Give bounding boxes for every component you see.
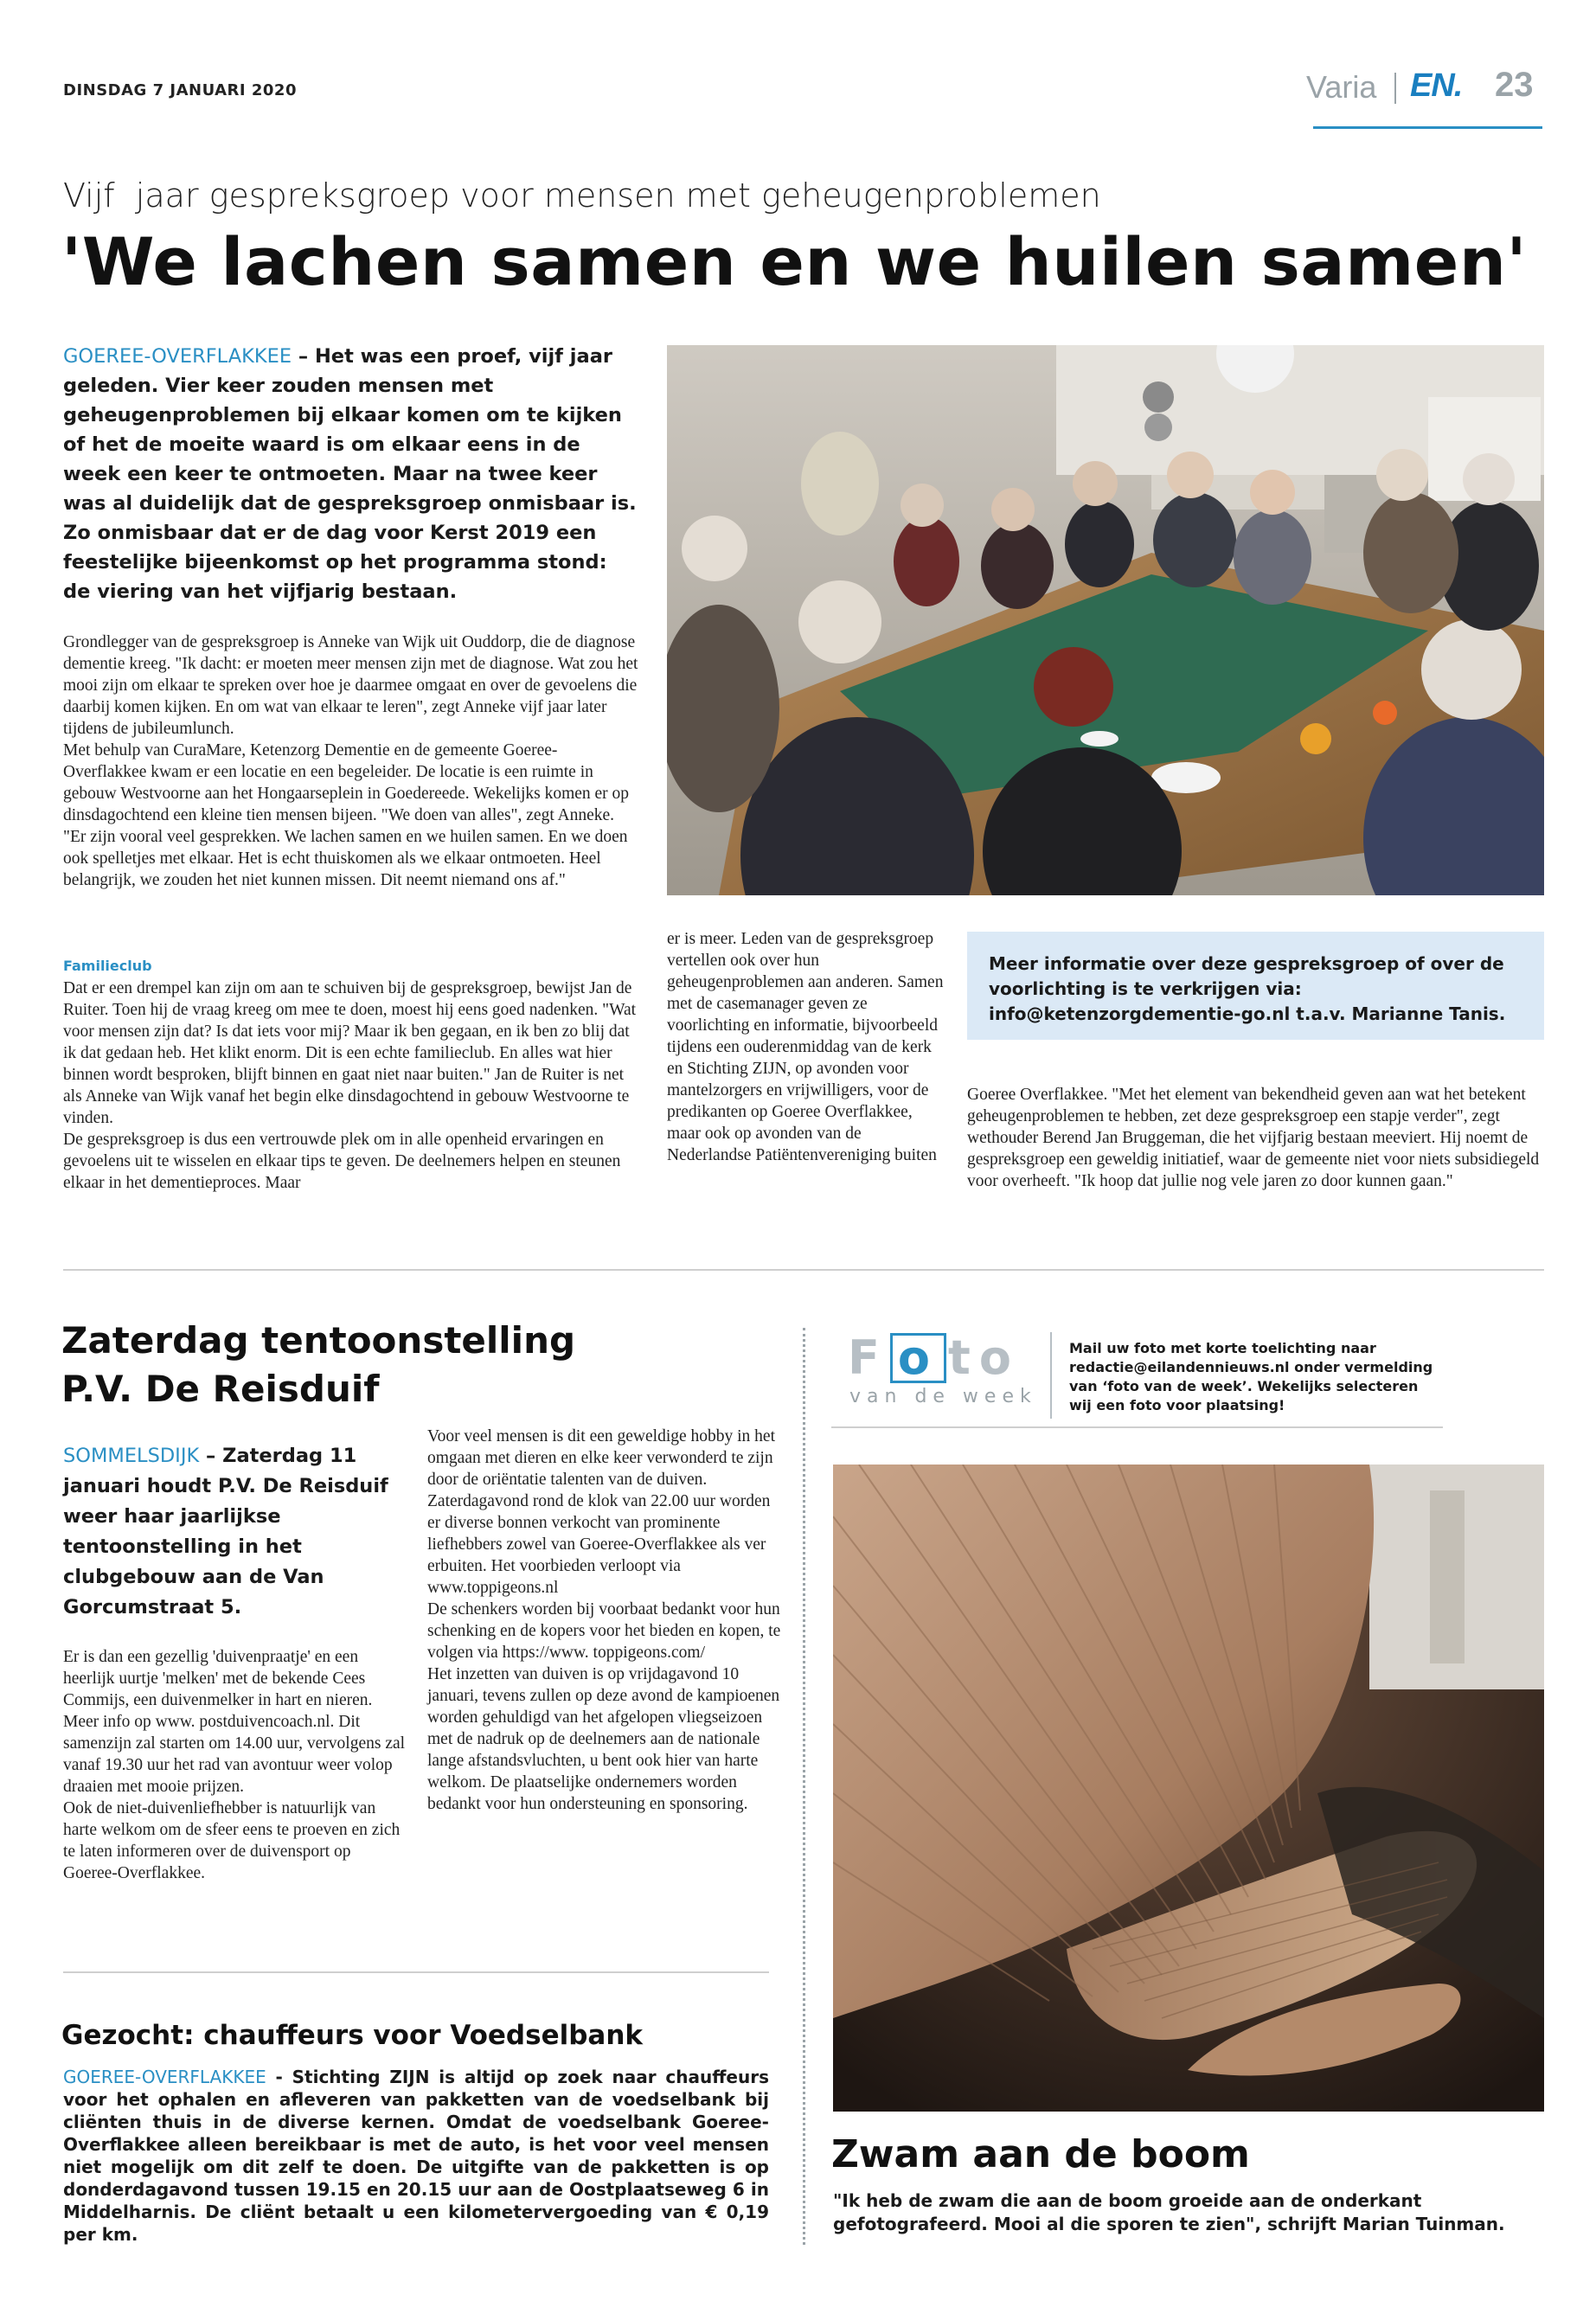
exhibition-body-2 bbox=[427, 1426, 782, 1815]
paragraph: Zaterdagavond rond de klok van 22.00 uur worden er diverse bonnen verkocht van prominente liefhebbers zowel van Goeree-Overflakkee als ver erbuiten. Het voorbieden verloopt via www.toppigeons.nl bbox=[427, 1492, 771, 1597]
exhibition-lead bbox=[63, 1441, 392, 1623]
photo-of-week-note: Mail uw foto met korte toelichting naar redactie@eilandennieuws.nl onder vermelding van ‘foto van de week’. Wekelijks selecteren wij een foto voor plaatsing! bbox=[1069, 1340, 1433, 1413]
lead-place: GOEREE-OVERFLAKKEE bbox=[63, 345, 292, 368]
article-headline: 'We lachen samen en we huilen samen' bbox=[61, 223, 1528, 300]
photo-of-week-caption: "Ik heb de zwam die aan de boom groeide aan de onderkant gefotografeerd. Mooi al die sporen te zien", schrijft Marian Tuinman. bbox=[833, 2190, 1505, 2234]
foodbank-body bbox=[63, 2066, 769, 2246]
paragraph: Er is dan een gezellig 'duivenpraatje' en een heerlijk uurtje 'melken' met de bekende Cees Commijs, een duivenmelker in hart en nieren. Meer info op www. postduivencoach.nl. Dit samenzijn zal starten om 14.00 uur, vervolgens zal vanaf 19.30 uur het rad van avontuur weer volop draaien met mooie prijzen. bbox=[63, 1648, 406, 1796]
paragraph: Dat er een drempel kan zijn om aan te schuiven bij de gespreksgroep, bewijst Jan de Ruiter. Toen hij de vraag kreeg om mee te doen, moest hij eens goed nadenken. "Wat voor mensen zijn dat? Is dat iets voor mij? Maar ik ben gegaan, en ik ben zo blij dat ik dat gedaan heb. Het klikt enorm. Dit is een echte familieclub. En alles wat hier binnen wordt besproken, blijft binnen en gaat niet naar buiten." Jan de Ruiter is net als Anneke van Wijk vanaf het begin elke dinsdagochtend in gebouw Westvoorne te vinden. bbox=[63, 979, 637, 1127]
paragraph: Met behulp van CuraMare, Ketenzorg Dementie en de gemeente Goeree-Overflakkee kwam er een locatie en een begeleider. De locatie is een ruimte in gebouw Westvoorne aan het Hongaarseplein in Goedereede. Wekelijks komen er op dinsdagochtend een kleine tien mensen bijeen. "We doen van alles", zegt Anneke. "Er zijn vooral veel gesprekken. We lachen samen en we huilen samen. En we doen ook spelletjes met elkaar. Het is echt thuiskomen als we elkaar ontmoeten. Heel belangrijk, we zouden het niet kunnen missen. Dit neemt niemand ons af." bbox=[63, 741, 630, 889]
exhibition-lead-place: SOMMELSDIJK bbox=[63, 1445, 200, 1467]
foodbank-text: - Stichting ZIJN is altijd op zoek naar chauffeurs voor het ophalen en afleveren van pakketten van de voedselbank bij cliënten thuis in de diverse kernen. Omdat de voedselbank Goeree-Overflakkee alleen bereikbaar is met de auto, is het voor veel mensen niet mogelijk om dit zelf te doen. De uitgifte van de pakketten is op donderdagavond tussen 19.15 en 20.15 uur aan de Oostplaatseweg 6 in Middelharnis. De cliënt betaalt u een kilometervergoeding van € 0,19 per km. bbox=[63, 2067, 769, 2245]
paragraph: Grondlegger van de gespreksgroep is Anneke van Wijk uit Ouddorp, die de diagnose dementie kreeg. "Ik dacht: er moeten meer mensen zijn met de diagnose. Wat zou het mooi zijn om elkaar te spreken over hoe je daarmee omgaat en over de gevoelens die daarbij komen kijken. En om wat van elkaar te leren", zegt Anneke vijf jaar later tijdens de jubileumlunch. bbox=[63, 633, 638, 738]
paragraph: Ook de niet-duivenliefhebber is natuurlijk van harte welkom om de sfeer eens te proeven en zich te laten informeren over de duivensport op Goeree-Overflakkee. bbox=[63, 1799, 401, 1882]
group-meeting-photo bbox=[667, 345, 1544, 895]
logo-divider bbox=[1050, 1332, 1052, 1419]
article-body-4: Goeree Overflakkee. "Met het element van bekendheid geven aan wat het betekent geheugenproblemen te hebben, zet deze gespreksgroep een stapje verder", zegt wethouder Berend Jan Bruggeman, die het vijfjarig bestaan meeviert. Hij noemt de gespreksgroep een geweldig initiatief, waar de gemeente niet voor niets subsidiegeld voor overheeft. "Ik hoop dat jullie nog vele jaren zo door kunnen gaan." bbox=[967, 1086, 1540, 1190]
logo-letter: F bbox=[848, 1330, 888, 1385]
lead-text: – Het was een proef, vijf jaar geleden. Vier keer zouden mensen met geheugenproblemen bij elkaar komen om te kijken of het de moeite waard is om elkaar eens in de week een keer te ontmoeten. Maar na twee keer was al duidelijk dat de gespreksgroep onmisbaar is. Zo onmisbaar dat er de dag voor Kerst 2019 een feestelijke bijeenkomst op het programma stond: de viering van het vijfjarig bestaan. bbox=[63, 345, 637, 603]
photo-of-week-headline: Zwam aan de boom bbox=[831, 2132, 1250, 2176]
exhibition-body-1 bbox=[63, 1646, 409, 1884]
paragraph: De schenkers worden bij voorbaat bedankt voor hun schenking en de kopers voor het bieden en kopen, te volgen via https://www. toppigeons.com/ bbox=[427, 1600, 781, 1662]
paragraph: De gespreksgroep is dus een vertrouwde plek om in alle openheid ervaringen en gevoelens uit te wisselen en elkaar tips te geven. De deelnemers helpen en steunen elkaar in het dementieproces. Maar bbox=[63, 1131, 621, 1192]
exhibition-headline: Zaterdag tentoonstelling P.V. De Reisduif bbox=[61, 1319, 576, 1410]
newspaper-logo: EN. bbox=[1410, 67, 1463, 104]
foodbank-place: GOEREE-OVERFLAKKEE bbox=[63, 2067, 266, 2087]
header-divider bbox=[1394, 73, 1396, 104]
mushroom-photo bbox=[833, 1465, 1544, 2112]
section-divider bbox=[63, 1971, 769, 1973]
article-body-2 bbox=[63, 977, 638, 1194]
subhead-familieclub: Familieclub bbox=[63, 958, 152, 974]
paragraph: Voor veel mensen is dit een geweldige hobby in het omgaan met dieren en elke keer verwonderd te zijn door de oriëntatie talenten van de duiven. bbox=[427, 1427, 776, 1489]
column-dotted-divider bbox=[803, 1328, 805, 2245]
paragraph: Het inzetten van duiven is op vrijdagavond 10 januari, tevens zullen op deze avond de kampioenen worden gehuldigd van het afgelopen vliegseizoen met de nadruk op de deelnemers aan de nationale lange afstandsvluchten, u bent ook hier van harte welkom. De plaatselijke ondernemers worden bedankt voor hun ondersteuning en sponsoring. bbox=[427, 1665, 780, 1813]
article-body-1 bbox=[63, 631, 638, 891]
exhibition-lead-text: – Zaterdag 11 januari houdt P.V. De Reisduif weer haar jaarlijkse tentoonstelling in het clubgebouw aan de Van Gorcumstraat 5. bbox=[63, 1445, 388, 1618]
issue-date: DINSDAG 7 JANUARI 2020 bbox=[63, 81, 297, 99]
article-body-3: er is meer. Leden van de gespreksgroep vertellen ook over hun geheugenproblemen aan anderen. Samen met de casemanager geven ze voorlichting en informatie, bijvoorbeeld tijdens een ouderenmiddag van de kerk en Stichting ZIJN, op avonden voor mantelzorgers en vrijwilligers, voor de predikanten op Goeree Overflakkee, maar ook op avonden van de Nederlandse Patiëntenvereniging buiten bbox=[667, 930, 944, 1164]
logo-letter-o: o bbox=[890, 1333, 946, 1383]
header-rule bbox=[1313, 126, 1542, 129]
logo-letter: to bbox=[948, 1330, 1020, 1385]
info-box-text: Meer informatie over deze gespreksgroep of over de voorlichting is te verkrijgen via: info@ketenzorgdementie-go.nl t.a.v. Marianne Tanis. bbox=[989, 953, 1506, 1024]
section-divider bbox=[63, 1269, 1544, 1271]
article-lead bbox=[63, 342, 638, 606]
photo-of-week-subtitle: van de week bbox=[849, 1386, 1037, 1407]
page-number: 23 bbox=[1495, 66, 1534, 104]
foodbank-headline: Gezocht: chauffeurs voor Voedselbank bbox=[61, 2020, 644, 2051]
photo-of-week-logo bbox=[848, 1330, 1037, 1426]
article-kicker: Vijf jaar gespreksgroep voor mensen met geheugenproblemen bbox=[63, 176, 1101, 215]
photo-of-week-rule bbox=[831, 1426, 1443, 1428]
section-label: Varia bbox=[1306, 69, 1377, 105]
